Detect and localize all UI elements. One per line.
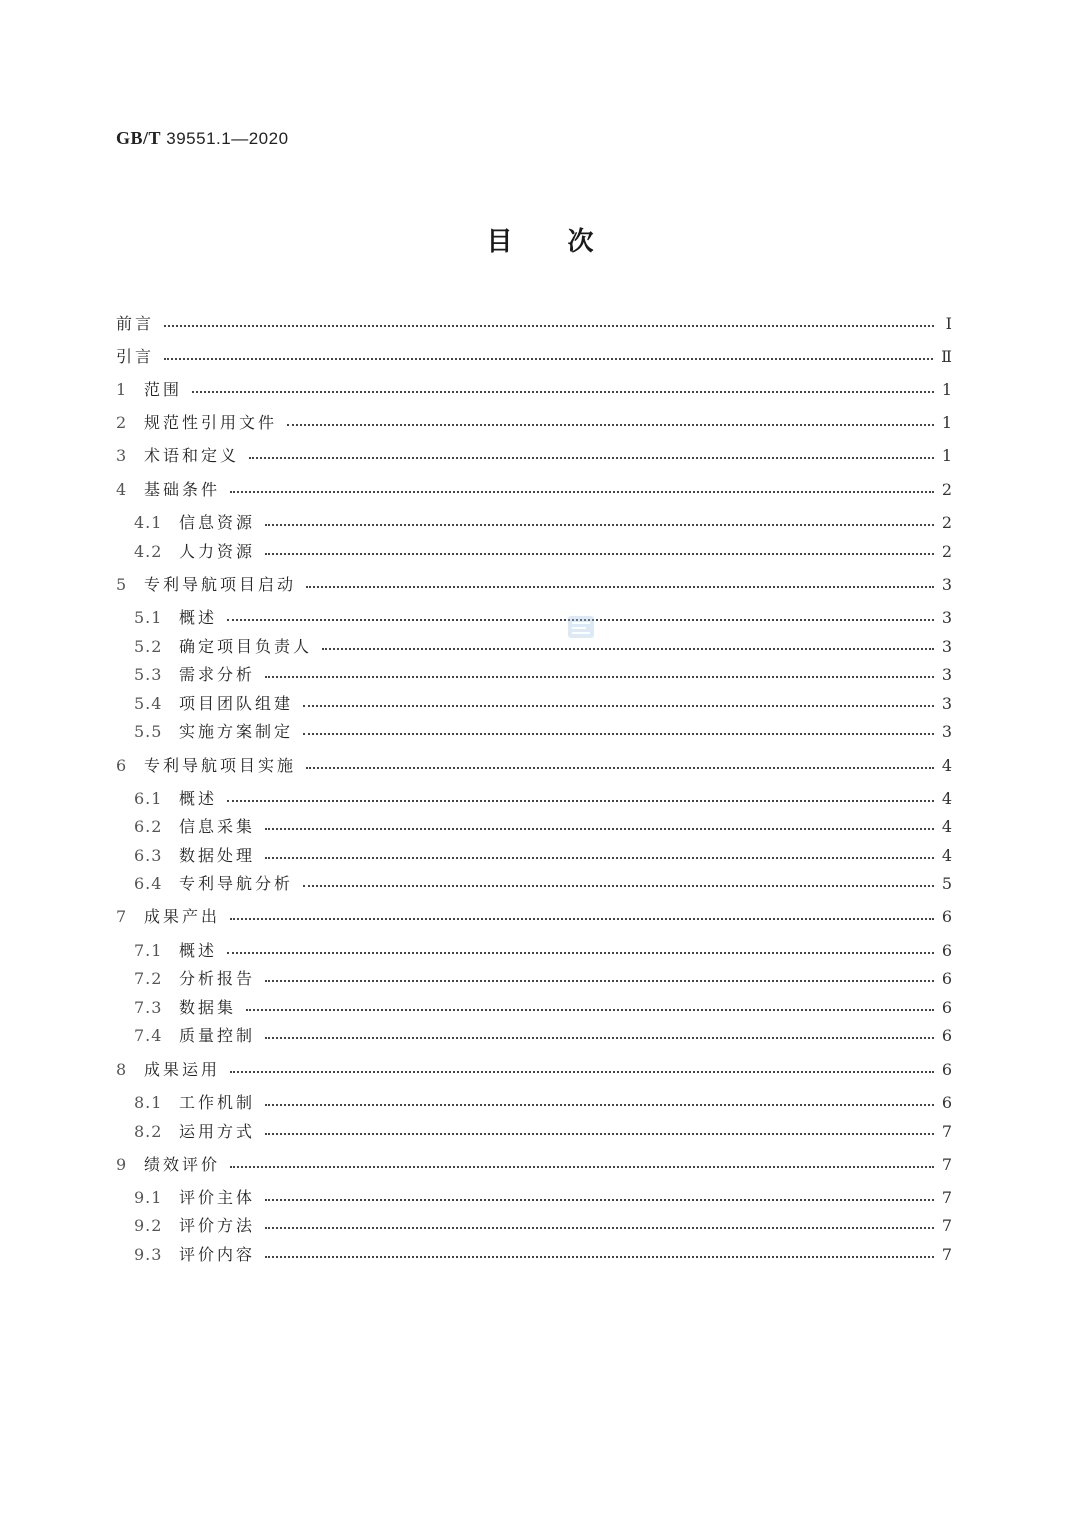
toc-leader-dots <box>265 524 934 526</box>
toc-entry-number: 5.5 <box>134 722 163 741</box>
toc-entry-number: 6.2 <box>134 817 163 836</box>
toc-entry-page: 3 <box>941 608 952 627</box>
toc-leader-dots <box>192 391 934 393</box>
toc-entry-label: 基础条件 <box>144 480 221 499</box>
page-title: 目次 <box>486 227 649 257</box>
toc-entry-number: 9.2 <box>134 1216 163 1235</box>
toc-entry-label: 概述 <box>179 941 218 960</box>
toc-entry-page: 2 <box>941 480 952 499</box>
toc-entry-label: 运用方式 <box>179 1122 256 1141</box>
toc-entry-number: 9 <box>116 1155 128 1174</box>
toc-entry-label: 质量控制 <box>179 1026 256 1045</box>
toc-leader-dots <box>230 918 934 920</box>
toc-entry[interactable] <box>134 663 952 687</box>
toc-leader-dots <box>287 424 934 426</box>
toc-entry-number: 1 <box>116 380 128 399</box>
toc-entry[interactable] <box>134 1024 952 1048</box>
toc-entry-label: 成果运用 <box>144 1060 221 1079</box>
toc-entry-label: 数据处理 <box>179 846 256 865</box>
toc-entry-label: 数据集 <box>179 998 237 1017</box>
toc-entry-label: 引言 <box>116 347 155 366</box>
toc-entry-page: 4 <box>941 817 952 836</box>
toc-entry-number: 6.1 <box>134 789 163 808</box>
toc-leader-dots <box>230 1166 934 1168</box>
toc-entry-number: 8 <box>116 1060 128 1079</box>
toc-entry-number: 5 <box>116 575 128 594</box>
toc-entry-page: 6 <box>941 1026 952 1045</box>
toc-leader-dots <box>164 325 934 327</box>
toc-entry-label: 概述 <box>179 608 218 627</box>
toc-entry-page: 6 <box>941 969 952 988</box>
toc-entry-number: 7 <box>116 907 128 926</box>
toc-entry[interactable] <box>116 905 952 929</box>
toc-entry[interactable] <box>116 1058 952 1082</box>
toc-entry[interactable] <box>134 1243 952 1267</box>
toc-leader-dots <box>265 980 934 982</box>
toc-entry-page: 1 <box>941 446 952 465</box>
toc-entry-number: 2 <box>116 413 128 432</box>
toc-leader-dots <box>306 586 934 588</box>
toc-entry-page: 4 <box>941 789 952 808</box>
toc-entry-label: 成果产出 <box>144 907 221 926</box>
toc-entry-number: 5.3 <box>134 665 163 684</box>
toc-entry[interactable] <box>134 606 952 630</box>
toc-entry-label: 前言 <box>116 314 155 333</box>
toc-entry-page: 2 <box>941 542 952 561</box>
toc-entry-page: 7 <box>941 1155 952 1174</box>
toc-entry-label: 绩效评价 <box>144 1155 221 1174</box>
toc-entry-label: 专利导航分析 <box>179 874 294 893</box>
toc-entry-page: 7 <box>941 1122 952 1141</box>
toc-leader-dots <box>322 648 934 650</box>
toc-entry-page: 6 <box>941 907 952 926</box>
toc-entry-page: 3 <box>941 665 952 684</box>
toc-leader-dots <box>265 1256 934 1258</box>
toc-entry-page: 4 <box>941 756 952 775</box>
toc-entry[interactable] <box>134 1091 952 1115</box>
toc-leader-dots <box>265 1104 934 1106</box>
toc-entry-number: 9.3 <box>134 1245 163 1264</box>
toc-leader-dots <box>265 676 934 678</box>
toc-leader-dots <box>227 800 934 802</box>
toc-entry-number: 3 <box>116 446 128 465</box>
toc-entry[interactable] <box>116 411 952 435</box>
toc-entry[interactable] <box>134 511 952 535</box>
toc-entry-page: 4 <box>941 846 952 865</box>
toc-entry-label: 信息采集 <box>179 817 256 836</box>
toc-entry-page: 7 <box>941 1245 952 1264</box>
toc-entry[interactable] <box>134 844 952 868</box>
toc-entry[interactable] <box>116 754 952 778</box>
toc-entry[interactable] <box>116 573 952 597</box>
toc-entry-page: 1 <box>941 413 952 432</box>
toc-entry-page: 3 <box>941 722 952 741</box>
toc-entry-label: 术语和定义 <box>144 446 240 465</box>
toc-entry[interactable] <box>134 939 952 963</box>
watermark-icon <box>567 614 595 640</box>
toc-leader-dots <box>227 952 934 954</box>
toc-entry-page: 6 <box>941 1060 952 1079</box>
document-code-number: 39551.1—2020 <box>166 129 289 148</box>
toc-leader-dots <box>246 1009 934 1011</box>
toc-entry[interactable] <box>116 444 952 468</box>
toc-entry-label: 规范性引用文件 <box>144 413 278 432</box>
toc-entry-page: 3 <box>941 637 952 656</box>
toc-leader-dots <box>164 358 933 360</box>
toc-entry-number: 4.1 <box>134 513 163 532</box>
toc-entry-page: 3 <box>941 694 952 713</box>
toc-entry-label: 评价方法 <box>179 1216 256 1235</box>
toc-entry-number: 5.4 <box>134 694 163 713</box>
toc-entry[interactable] <box>116 1153 952 1177</box>
toc-entry-page: 5 <box>941 874 952 893</box>
toc-entry-number: 7.4 <box>134 1026 163 1045</box>
toc-entry[interactable] <box>116 345 952 369</box>
toc-entry-number: 9.1 <box>134 1188 163 1207</box>
toc-entry[interactable] <box>134 815 952 839</box>
toc-leader-dots <box>249 457 934 459</box>
toc-entry[interactable] <box>134 1214 952 1238</box>
toc-entry-label: 确定项目负责人 <box>179 637 313 656</box>
toc-leader-dots <box>230 491 934 493</box>
toc-entry-label: 评价内容 <box>179 1245 256 1264</box>
toc-entry[interactable] <box>134 540 952 564</box>
toc-entry[interactable] <box>134 720 952 744</box>
toc-entry-number: 7.1 <box>134 941 163 960</box>
toc-entry-label: 概述 <box>179 789 218 808</box>
toc-entry-number: 8.1 <box>134 1093 163 1112</box>
toc-entry-page: 1 <box>941 380 952 399</box>
toc-leader-dots <box>303 705 934 707</box>
toc-entry-number: 8.2 <box>134 1122 163 1141</box>
toc-entry-label: 工作机制 <box>179 1093 256 1112</box>
toc-entry-label: 需求分析 <box>179 665 256 684</box>
toc-entry[interactable] <box>116 378 952 402</box>
toc-entry[interactable] <box>116 312 952 336</box>
toc-entry-number: 6.4 <box>134 874 163 893</box>
toc-leader-dots <box>265 828 934 830</box>
toc-entry[interactable] <box>134 1120 952 1144</box>
toc-entry[interactable] <box>134 635 952 659</box>
toc-entry-label: 范围 <box>144 380 183 399</box>
toc-entry-page: 7 <box>941 1188 952 1207</box>
toc-entry[interactable] <box>134 967 952 991</box>
toc-entry-label: 评价主体 <box>179 1188 256 1207</box>
toc-entry-number: 4 <box>116 480 128 499</box>
toc-leader-dots <box>265 1227 934 1229</box>
toc-entry[interactable] <box>134 872 952 896</box>
toc-leader-dots <box>306 767 934 769</box>
toc-entry-number: 6 <box>116 756 128 775</box>
toc-entry[interactable] <box>134 1186 952 1210</box>
toc-entry-label: 信息资源 <box>179 513 256 532</box>
toc-leader-dots <box>303 733 934 735</box>
toc-entry-page: 3 <box>941 575 952 594</box>
toc-entry-label: 专利导航项目启动 <box>144 575 297 594</box>
toc-entry-page: 6 <box>941 998 952 1017</box>
document-code-prefix: GB/T <box>116 128 162 148</box>
toc-leader-dots <box>303 885 934 887</box>
toc-entry[interactable] <box>134 692 952 716</box>
toc-entry-page: Ⅱ <box>941 347 952 366</box>
toc-entry-number: 7.3 <box>134 998 163 1017</box>
toc-entry-number: 6.3 <box>134 846 163 865</box>
toc-entry[interactable] <box>134 996 952 1020</box>
toc-entry-page: 2 <box>941 513 952 532</box>
toc-entry-label: 实施方案制定 <box>179 722 294 741</box>
toc-entry-number: 7.2 <box>134 969 163 988</box>
toc-leader-dots <box>265 1133 934 1135</box>
toc-entry-label: 项目团队组建 <box>179 694 294 713</box>
toc-entry[interactable] <box>116 478 952 502</box>
toc-entry-page: 6 <box>941 1093 952 1112</box>
toc-leader-dots <box>265 1199 934 1201</box>
toc-entry-number: 4.2 <box>134 542 163 561</box>
toc-entry-page: Ⅰ <box>945 314 952 333</box>
toc-entry-page: 6 <box>941 941 952 960</box>
toc-entry-number: 5.2 <box>134 637 163 656</box>
toc-entry-number: 5.1 <box>134 608 163 627</box>
toc-entry-page: 7 <box>941 1216 952 1235</box>
toc-leader-dots <box>230 1071 934 1073</box>
toc-entry[interactable] <box>134 787 952 811</box>
toc-entry-label: 人力资源 <box>179 542 256 561</box>
toc-entry-label: 专利导航项目实施 <box>144 756 297 775</box>
toc-entry-label: 分析报告 <box>179 969 256 988</box>
toc-leader-dots <box>265 857 934 859</box>
toc-leader-dots <box>265 553 934 555</box>
toc-leader-dots <box>265 1037 934 1039</box>
